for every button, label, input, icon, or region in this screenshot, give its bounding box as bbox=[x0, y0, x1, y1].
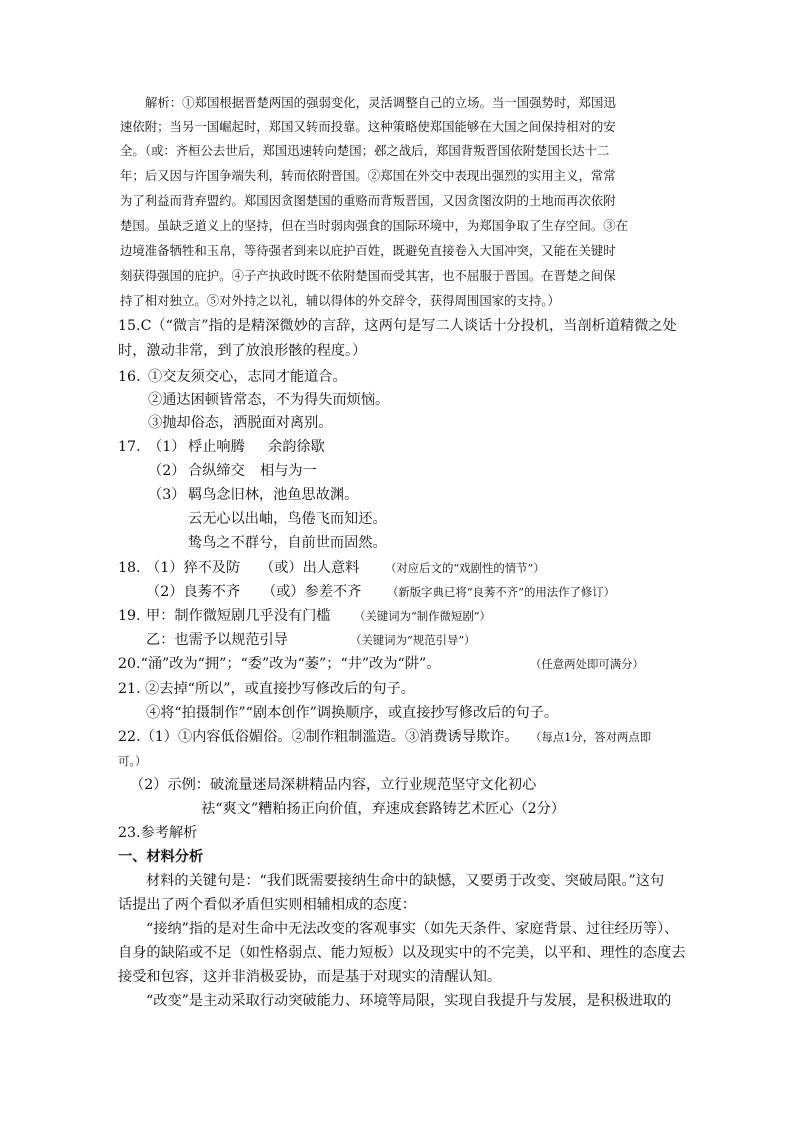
q15-line-1: 15.C（“微言”指的是精深微妙的言辞，这两句是写二人谈话十分投机，当剖析道精微之处 bbox=[118, 318, 677, 334]
q22-answer-3: 祛“爽文”糟粕扬正向价值，弃速成套路铸艺术匠心（2分） bbox=[201, 801, 566, 817]
q16-answer-1: ①交友须交心，志同才能道合。 bbox=[148, 369, 347, 385]
q23-paragraph-line-2: 话提出了两个看似矛盾但实则相辅相成的态度： bbox=[118, 897, 416, 913]
q18-note-1: （对应后文的“戏剧性的情节”） bbox=[385, 561, 545, 575]
q17-sub-3: （3） bbox=[148, 487, 186, 503]
q23-heading: 23.参考解析 bbox=[118, 825, 198, 841]
analysis-line-2: 速依附；当另一国崛起时，郑国又转而投靠。这种策略使郑国能够在大国之间保持相对的安 bbox=[120, 119, 616, 134]
q23-section-heading: 一、材料分析 bbox=[118, 849, 204, 865]
analysis-line-7: 边境准备牺牲和玉帛，等待强者到来以庇护百姓，既避免直接卷入大国冲突，又能在关键时 bbox=[120, 243, 616, 258]
q19-answer-2: 乙：也需予以规范引导 bbox=[146, 632, 288, 648]
q20-note: （任意两处即可满分） bbox=[530, 657, 644, 671]
q22-answer-1: 22.（1）①内容低俗媚俗。②制作粗制滥造。③消费诱导欺诈。 bbox=[118, 729, 519, 745]
q18-answer-1: （1）猝不及防 bbox=[146, 560, 241, 576]
q18-number: 18. bbox=[118, 560, 141, 576]
q17-answer-2a: 合纵缔交 bbox=[188, 463, 245, 479]
q20-answer: 20.“涌”改为“拥”；“委”改为“萎”；“井”改为“阱”。 bbox=[118, 656, 441, 672]
analysis-line-5: 为了利益而背弃盟约。郑国因贪图楚国的重赂而背叛晋国，又因贪图汝阴的土地而再次依附 bbox=[120, 193, 616, 208]
q17-answer-2b: 相与为一 bbox=[260, 463, 317, 479]
q17-answer-5: 鸷鸟之不群兮，自前世而固然。 bbox=[188, 535, 387, 551]
q19-note-1: （关键词为“制作微短剧”） bbox=[354, 609, 491, 623]
q22-answer-2: （2）示例：破流量迷局深耕精品内容，立行业规范坚守文化初心 bbox=[130, 777, 537, 793]
analysis-line-6: 楚国。虽缺乏道义上的坚持，但在当时弱肉强食的国际环境中，为郑国争取了生存空间。③在 bbox=[120, 218, 629, 233]
q19-number: 19. bbox=[118, 608, 141, 624]
analysis-line-9: 持了相对独立。⑤对外持之以礼，辅以得体的外交辞令，获得周围国家的支持。） bbox=[120, 293, 560, 308]
q23-paragraph-line-1: 材料的关键句是：“我们既需要接纳生命中的缺憾，又要勇于改变、突破局限。”这句 bbox=[146, 873, 665, 889]
q18-note-2: （新版字典已将“良莠不齐”的用法作了修订） bbox=[387, 585, 616, 599]
q16-number: 16. bbox=[118, 369, 141, 385]
q18-answer-2: （2）良莠不齐 bbox=[146, 584, 241, 600]
q19-answer-1: 甲：制作微短剧几乎没有门槛 bbox=[146, 608, 331, 624]
q22-note-1: （每点1分，答对两点即 bbox=[530, 730, 652, 744]
q17-sub-2: （2） bbox=[148, 463, 186, 479]
q17-sub-1: （1） bbox=[148, 439, 186, 455]
analysis-line-1: 解析：①郑国根据晋楚两国的强弱变化，灵活调整自己的立场。当一国强势时，郑国迅 bbox=[145, 95, 616, 110]
analysis-line-3: 全。（或：齐桓公去世后，郑国迅速转向楚国；邲之战后，郑国背叛晋国依附楚国长达十二 bbox=[120, 143, 610, 158]
q23-paragraph-line-5: 接受和包容，这并非消极妥协，而是基于对现实的清醒认知。 bbox=[118, 969, 502, 985]
q17-number: 17. bbox=[118, 439, 141, 455]
q23-paragraph-line-4: 自身的缺陷或不足（如性格弱点、能力短板）以及现实中的不完美，以平和、理性的态度去 bbox=[118, 945, 686, 961]
q18-answer-1-alt: （或）出人意料 bbox=[260, 560, 360, 576]
q23-paragraph-line-6: “改变”是主动采取行动突破能力、环境等局限，实现自我提升与发展，是积极进取的 bbox=[146, 993, 672, 1009]
q19-note-2: （关键词为“规范引导”） bbox=[350, 633, 476, 647]
q21-answer-2: ④将“拍摄制作”“剧本创作”调换顺序，或直接抄写修改后的句子。 bbox=[146, 705, 559, 721]
q16-answer-3: ③抛却俗态，洒脱面对离别。 bbox=[148, 415, 333, 431]
q15-line-2: 时，激动非常，到了放浪形骸的程度。） bbox=[118, 343, 367, 359]
analysis-line-8: 刻获得强国的庇护。④子产执政时既不依附楚国而受其害，也不屈服于晋国。在晋楚之间保 bbox=[120, 268, 616, 283]
q17-answer-3: 羁鸟念旧林，池鱼思故渊。 bbox=[188, 487, 359, 503]
analysis-line-4: 年；后又因与许国争端失利，转而依附晋国。②郑国在外交中表现出强烈的实用主义，常常 bbox=[120, 168, 616, 183]
q22-note-1-cont: 可。） bbox=[118, 754, 147, 768]
q17-answer-1a: 桴止响腾 bbox=[188, 439, 245, 455]
q17-answer-1b: 余韵徐歇 bbox=[268, 439, 325, 455]
q16-answer-2: ②通达困顿皆常态，不为得失而烦恼。 bbox=[148, 392, 390, 408]
q17-answer-4: 云无心以出岫，鸟倦飞而知还。 bbox=[188, 511, 387, 527]
q21-answer-1: 21. ②去掉“所以”，或直接抄写修改后的句子。 bbox=[118, 681, 415, 697]
q23-paragraph-line-3: “接纳”指的是对生命中无法改变的客观事实（如先天条件、家庭背景、过往经历等）、 bbox=[146, 921, 679, 937]
q18-answer-2-alt: （或）参差不齐 bbox=[262, 584, 362, 600]
